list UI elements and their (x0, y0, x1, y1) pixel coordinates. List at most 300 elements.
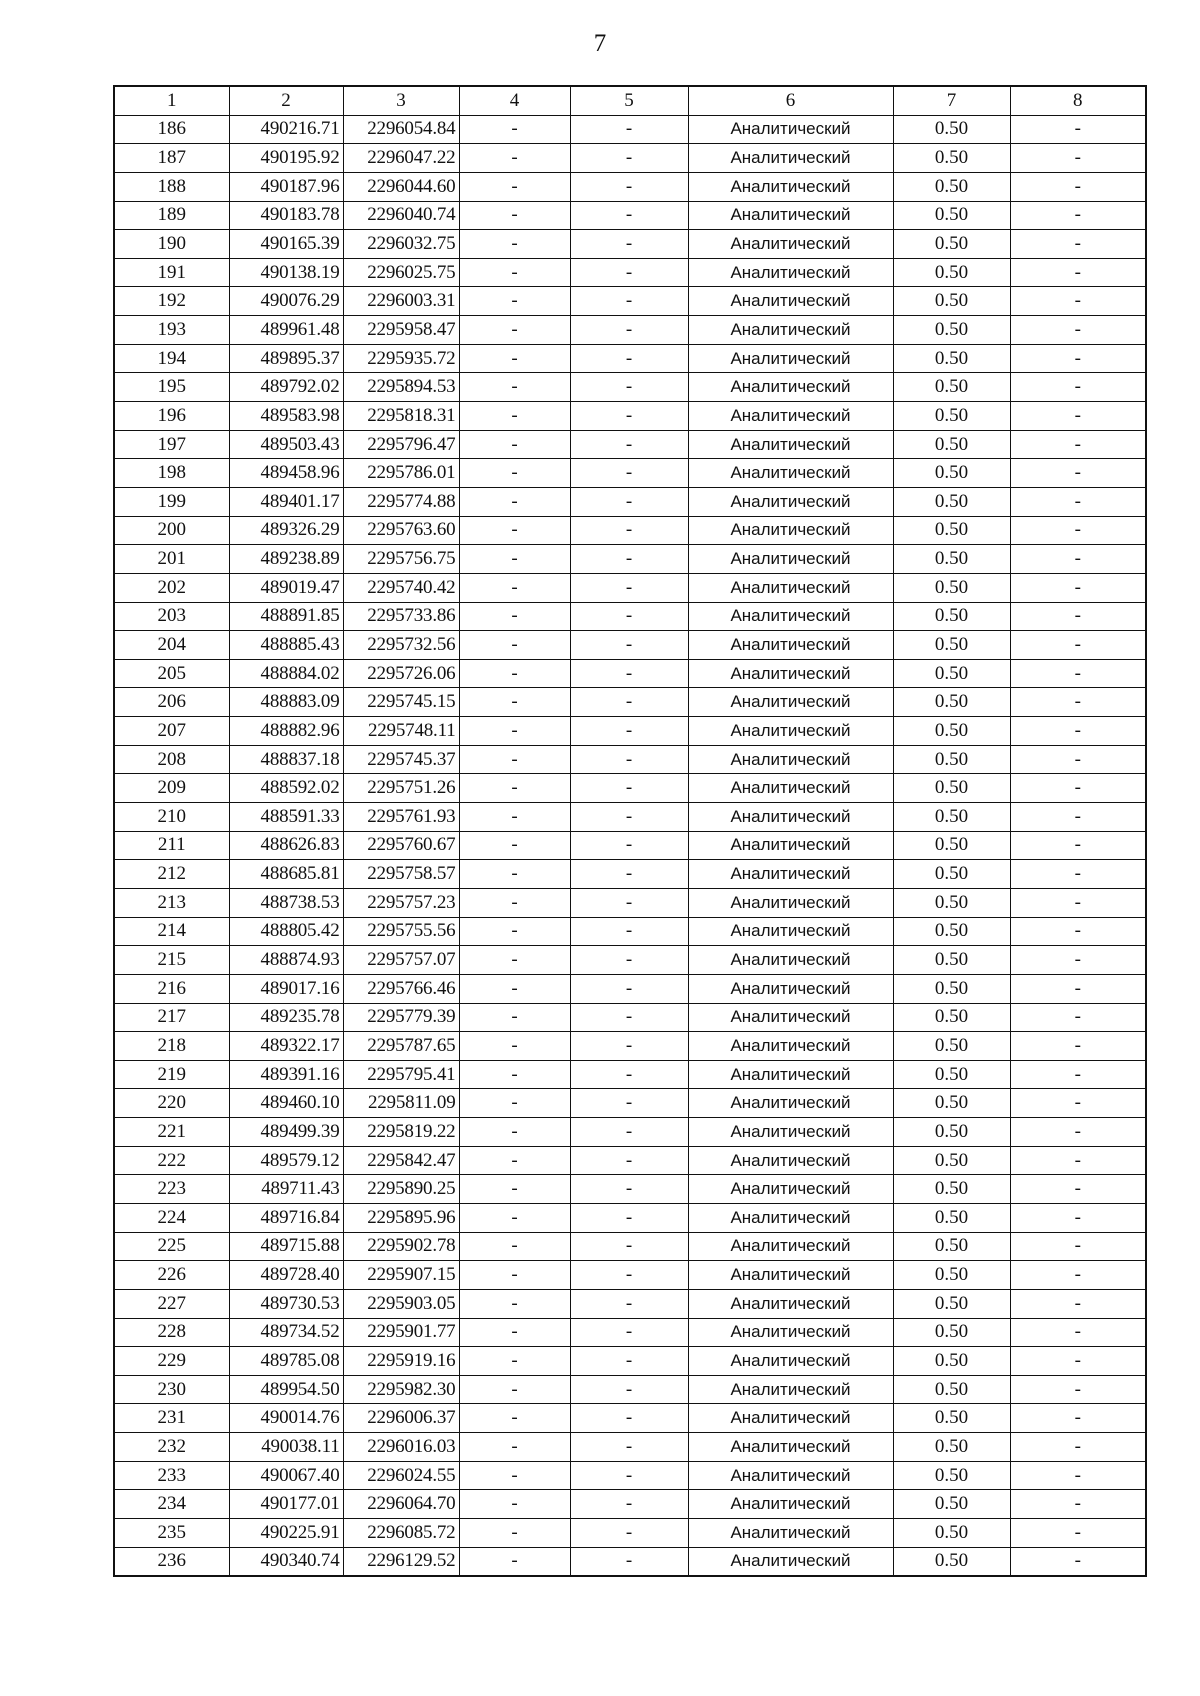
point-number-cell: 221 (114, 1118, 229, 1147)
table-row (114, 688, 1146, 717)
table-row (114, 745, 1146, 774)
accuracy-cell: 0.50 (893, 573, 1010, 602)
coordinate-x-cell: 488885.43 (229, 631, 343, 660)
point-number-cell: 215 (114, 946, 229, 975)
point-number-cell: 226 (114, 1261, 229, 1290)
accuracy-cell: 0.50 (893, 487, 1010, 516)
method-cell: Аналитический (688, 516, 893, 545)
table-row (114, 631, 1146, 660)
coordinate-x-cell: 489019.47 (229, 573, 343, 602)
coordinate-y-cell: 2296129.52 (343, 1547, 459, 1576)
method-cell: Аналитический (688, 402, 893, 431)
cell-8-cell: - (1010, 373, 1146, 402)
coordinate-x-cell: 489238.89 (229, 545, 343, 574)
cell-4-cell: - (459, 1060, 570, 1089)
accuracy-cell: 0.50 (893, 430, 1010, 459)
cell-8-cell: - (1010, 144, 1146, 173)
point-number-cell: 233 (114, 1461, 229, 1490)
accuracy-cell: 0.50 (893, 402, 1010, 431)
table-row (114, 717, 1146, 746)
cell-4-cell: - (459, 946, 570, 975)
point-number-cell: 189 (114, 201, 229, 230)
cell-4-cell: - (459, 287, 570, 316)
coordinate-y-cell: 2295819.22 (343, 1118, 459, 1147)
accuracy-cell: 0.50 (893, 115, 1010, 144)
point-number-cell: 222 (114, 1146, 229, 1175)
table-row (114, 144, 1146, 173)
coordinate-x-cell: 489235.78 (229, 1003, 343, 1032)
cell-4-cell: - (459, 1318, 570, 1347)
cell-8-cell: - (1010, 316, 1146, 345)
table-row (114, 201, 1146, 230)
method-cell: Аналитический (688, 1203, 893, 1232)
cell-4-cell: - (459, 888, 570, 917)
column-header-2: 2 (229, 86, 343, 115)
column-header-5: 5 (570, 86, 688, 115)
cell-4-cell: - (459, 1032, 570, 1061)
method-cell: Аналитический (688, 344, 893, 373)
table-row (114, 1003, 1146, 1032)
cell-5-cell: - (570, 1519, 688, 1548)
accuracy-cell: 0.50 (893, 602, 1010, 631)
cell-8-cell: - (1010, 459, 1146, 488)
method-cell: Аналитический (688, 1289, 893, 1318)
accuracy-cell: 0.50 (893, 258, 1010, 287)
point-number-cell: 190 (114, 230, 229, 259)
accuracy-cell: 0.50 (893, 1146, 1010, 1175)
coordinate-y-cell: 2295733.86 (343, 602, 459, 631)
cell-4-cell: - (459, 1547, 570, 1576)
method-cell: Аналитический (688, 631, 893, 660)
cell-8-cell: - (1010, 831, 1146, 860)
coordinate-x-cell: 488891.85 (229, 602, 343, 631)
cell-5-cell: - (570, 717, 688, 746)
point-number-cell: 213 (114, 888, 229, 917)
accuracy-cell: 0.50 (893, 230, 1010, 259)
coordinate-y-cell: 2295751.26 (343, 774, 459, 803)
point-number-cell: 223 (114, 1175, 229, 1204)
coordinate-y-cell: 2295757.23 (343, 888, 459, 917)
accuracy-cell: 0.50 (893, 373, 1010, 402)
coordinate-x-cell: 489792.02 (229, 373, 343, 402)
cell-5-cell: - (570, 115, 688, 144)
cell-5-cell: - (570, 344, 688, 373)
point-number-cell: 236 (114, 1547, 229, 1576)
method-cell: Аналитический (688, 172, 893, 201)
cell-5-cell: - (570, 974, 688, 1003)
table-row (114, 1032, 1146, 1061)
cell-5-cell: - (570, 1146, 688, 1175)
cell-8-cell: - (1010, 344, 1146, 373)
table-row (114, 659, 1146, 688)
cell-8-cell: - (1010, 402, 1146, 431)
method-cell: Аналитический (688, 287, 893, 316)
cell-4-cell: - (459, 1519, 570, 1548)
table-row (114, 1089, 1146, 1118)
cell-4-cell: - (459, 573, 570, 602)
coordinate-y-cell: 2295818.31 (343, 402, 459, 431)
coordinate-y-cell: 2295757.07 (343, 946, 459, 975)
coordinate-y-cell: 2296003.31 (343, 287, 459, 316)
cell-4-cell: - (459, 1347, 570, 1376)
cell-8-cell: - (1010, 1003, 1146, 1032)
cell-4-cell: - (459, 144, 570, 173)
coordinate-x-cell: 488805.42 (229, 917, 343, 946)
cell-4-cell: - (459, 1433, 570, 1462)
point-number-cell: 198 (114, 459, 229, 488)
accuracy-cell: 0.50 (893, 1289, 1010, 1318)
method-cell: Аналитический (688, 602, 893, 631)
coordinate-x-cell: 488837.18 (229, 745, 343, 774)
coordinate-x-cell: 488685.81 (229, 860, 343, 889)
cell-8-cell: - (1010, 602, 1146, 631)
coordinate-y-cell: 2295740.42 (343, 573, 459, 602)
cell-8-cell: - (1010, 287, 1146, 316)
coordinate-y-cell: 2295756.75 (343, 545, 459, 574)
method-cell: Аналитический (688, 258, 893, 287)
coordinate-x-cell: 490014.76 (229, 1404, 343, 1433)
cell-5-cell: - (570, 1347, 688, 1376)
point-number-cell: 225 (114, 1232, 229, 1261)
point-number-cell: 206 (114, 688, 229, 717)
cell-4-cell: - (459, 1118, 570, 1147)
point-number-cell: 188 (114, 172, 229, 201)
cell-5-cell: - (570, 459, 688, 488)
table-row (114, 1404, 1146, 1433)
cell-5-cell: - (570, 946, 688, 975)
cell-5-cell: - (570, 1203, 688, 1232)
table-header-row (114, 86, 1146, 115)
method-cell: Аналитический (688, 230, 893, 259)
cell-8-cell: - (1010, 1433, 1146, 1462)
coordinate-x-cell: 490076.29 (229, 287, 343, 316)
point-number-cell: 191 (114, 258, 229, 287)
cell-5-cell: - (570, 172, 688, 201)
cell-5-cell: - (570, 1232, 688, 1261)
accuracy-cell: 0.50 (893, 1318, 1010, 1347)
accuracy-cell: 0.50 (893, 1375, 1010, 1404)
method-cell: Аналитический (688, 1347, 893, 1376)
cell-4-cell: - (459, 258, 570, 287)
coordinate-x-cell: 488882.96 (229, 717, 343, 746)
method-cell: Аналитический (688, 1118, 893, 1147)
coordinate-y-cell: 2295901.77 (343, 1318, 459, 1347)
cell-8-cell: - (1010, 1060, 1146, 1089)
column-header-1: 1 (114, 86, 229, 115)
coordinate-y-cell: 2296016.03 (343, 1433, 459, 1462)
accuracy-cell: 0.50 (893, 1232, 1010, 1261)
column-header-6: 6 (688, 86, 893, 115)
point-number-cell: 209 (114, 774, 229, 803)
coordinate-y-cell: 2295919.16 (343, 1347, 459, 1376)
table-row (114, 287, 1146, 316)
coordinate-x-cell: 490177.01 (229, 1490, 343, 1519)
cell-5-cell: - (570, 631, 688, 660)
column-header-4: 4 (459, 86, 570, 115)
cell-8-cell: - (1010, 1318, 1146, 1347)
coordinate-y-cell: 2295907.15 (343, 1261, 459, 1290)
accuracy-cell: 0.50 (893, 287, 1010, 316)
table-row (114, 430, 1146, 459)
cell-4-cell: - (459, 402, 570, 431)
cell-8-cell: - (1010, 545, 1146, 574)
method-cell: Аналитический (688, 946, 893, 975)
method-cell: Аналитический (688, 1060, 893, 1089)
method-cell: Аналитический (688, 459, 893, 488)
cell-4-cell: - (459, 803, 570, 832)
coordinate-y-cell: 2295760.67 (343, 831, 459, 860)
cell-5-cell: - (570, 487, 688, 516)
coordinate-x-cell: 490165.39 (229, 230, 343, 259)
point-number-cell: 202 (114, 573, 229, 602)
accuracy-cell: 0.50 (893, 1347, 1010, 1376)
cell-4-cell: - (459, 1261, 570, 1290)
coordinate-x-cell: 489961.48 (229, 316, 343, 345)
point-number-cell: 194 (114, 344, 229, 373)
coordinate-y-cell: 2295758.57 (343, 860, 459, 889)
point-number-cell: 195 (114, 373, 229, 402)
cell-5-cell: - (570, 258, 688, 287)
method-cell: Аналитический (688, 1003, 893, 1032)
cell-4-cell: - (459, 602, 570, 631)
point-number-cell: 228 (114, 1318, 229, 1347)
method-cell: Аналитический (688, 659, 893, 688)
method-cell: Аналитический (688, 831, 893, 860)
cell-8-cell: - (1010, 201, 1146, 230)
method-cell: Аналитический (688, 1490, 893, 1519)
method-cell: Аналитический (688, 1547, 893, 1576)
cell-4-cell: - (459, 1232, 570, 1261)
cell-8-cell: - (1010, 717, 1146, 746)
coordinate-x-cell: 489460.10 (229, 1089, 343, 1118)
coordinate-y-cell: 2296032.75 (343, 230, 459, 259)
coordinate-y-cell: 2296054.84 (343, 115, 459, 144)
cell-4-cell: - (459, 1003, 570, 1032)
accuracy-cell: 0.50 (893, 717, 1010, 746)
cell-5-cell: - (570, 917, 688, 946)
point-number-cell: 203 (114, 602, 229, 631)
method-cell: Аналитический (688, 774, 893, 803)
point-number-cell: 211 (114, 831, 229, 860)
accuracy-cell: 0.50 (893, 1547, 1010, 1576)
point-number-cell: 210 (114, 803, 229, 832)
method-cell: Аналитический (688, 545, 893, 574)
cell-4-cell: - (459, 659, 570, 688)
coordinate-y-cell: 2295903.05 (343, 1289, 459, 1318)
accuracy-cell: 0.50 (893, 545, 1010, 574)
accuracy-cell: 0.50 (893, 1519, 1010, 1548)
cell-5-cell: - (570, 1003, 688, 1032)
coordinate-y-cell: 2295795.41 (343, 1060, 459, 1089)
cell-4-cell: - (459, 1175, 570, 1204)
coordinate-y-cell: 2295774.88 (343, 487, 459, 516)
coordinate-x-cell: 489785.08 (229, 1347, 343, 1376)
point-number-cell: 187 (114, 144, 229, 173)
method-cell: Аналитический (688, 688, 893, 717)
table-row (114, 1146, 1146, 1175)
table-row (114, 1261, 1146, 1290)
table-row (114, 373, 1146, 402)
coordinate-y-cell: 2296064.70 (343, 1490, 459, 1519)
point-number-cell: 212 (114, 860, 229, 889)
coordinate-x-cell: 490183.78 (229, 201, 343, 230)
table-row (114, 946, 1146, 975)
column-header-7: 7 (893, 86, 1010, 115)
coordinate-x-cell: 490225.91 (229, 1519, 343, 1548)
table-row (114, 344, 1146, 373)
coordinate-y-cell: 2295755.56 (343, 917, 459, 946)
cell-8-cell: - (1010, 688, 1146, 717)
table-row (114, 1203, 1146, 1232)
method-cell: Аналитический (688, 1318, 893, 1347)
cell-5-cell: - (570, 888, 688, 917)
coordinate-x-cell: 489730.53 (229, 1289, 343, 1318)
coordinate-x-cell: 488884.02 (229, 659, 343, 688)
coordinate-x-cell: 489734.52 (229, 1318, 343, 1347)
coordinate-x-cell: 488883.09 (229, 688, 343, 717)
cell-8-cell: - (1010, 1490, 1146, 1519)
coordinate-y-cell: 2295745.15 (343, 688, 459, 717)
cell-4-cell: - (459, 631, 570, 660)
cell-4-cell: - (459, 1461, 570, 1490)
point-number-cell: 201 (114, 545, 229, 574)
coordinate-x-cell: 489711.43 (229, 1175, 343, 1204)
method-cell: Аналитический (688, 144, 893, 173)
cell-4-cell: - (459, 545, 570, 574)
cell-4-cell: - (459, 344, 570, 373)
cell-5-cell: - (570, 803, 688, 832)
table-row (114, 774, 1146, 803)
cell-8-cell: - (1010, 860, 1146, 889)
point-number-cell: 200 (114, 516, 229, 545)
cell-4-cell: - (459, 917, 570, 946)
method-cell: Аналитический (688, 316, 893, 345)
cell-8-cell: - (1010, 487, 1146, 516)
accuracy-cell: 0.50 (893, 1003, 1010, 1032)
cell-5-cell: - (570, 1175, 688, 1204)
method-cell: Аналитический (688, 1375, 893, 1404)
cell-8-cell: - (1010, 1261, 1146, 1290)
accuracy-cell: 0.50 (893, 860, 1010, 889)
table-row (114, 316, 1146, 345)
cell-8-cell: - (1010, 573, 1146, 602)
table-row (114, 1375, 1146, 1404)
column-header-3: 3 (343, 86, 459, 115)
point-number-cell: 234 (114, 1490, 229, 1519)
method-cell: Аналитический (688, 115, 893, 144)
cell-8-cell: - (1010, 917, 1146, 946)
cell-4-cell: - (459, 1404, 570, 1433)
accuracy-cell: 0.50 (893, 1175, 1010, 1204)
accuracy-cell: 0.50 (893, 745, 1010, 774)
cell-4-cell: - (459, 860, 570, 889)
coordinate-y-cell: 2295796.47 (343, 430, 459, 459)
cell-5-cell: - (570, 1461, 688, 1490)
column-header-8: 8 (1010, 86, 1146, 115)
table-body (114, 115, 1146, 1576)
accuracy-cell: 0.50 (893, 774, 1010, 803)
cell-4-cell: - (459, 430, 570, 459)
cell-5-cell: - (570, 1404, 688, 1433)
coordinate-x-cell: 488738.53 (229, 888, 343, 917)
coordinate-x-cell: 488874.93 (229, 946, 343, 975)
coordinate-x-cell: 489716.84 (229, 1203, 343, 1232)
coordinate-x-cell: 489326.29 (229, 516, 343, 545)
point-number-cell: 224 (114, 1203, 229, 1232)
table-row (114, 1347, 1146, 1376)
coordinate-x-cell: 489458.96 (229, 459, 343, 488)
cell-8-cell: - (1010, 888, 1146, 917)
table-row (114, 258, 1146, 287)
coordinate-y-cell: 2295935.72 (343, 344, 459, 373)
point-number-cell: 235 (114, 1519, 229, 1548)
method-cell: Аналитический (688, 974, 893, 1003)
cell-8-cell: - (1010, 974, 1146, 1003)
cell-8-cell: - (1010, 1461, 1146, 1490)
table-row (114, 860, 1146, 889)
accuracy-cell: 0.50 (893, 1089, 1010, 1118)
cell-8-cell: - (1010, 745, 1146, 774)
method-cell: Аналитический (688, 573, 893, 602)
accuracy-cell: 0.50 (893, 516, 1010, 545)
point-number-cell: 220 (114, 1089, 229, 1118)
method-cell: Аналитический (688, 373, 893, 402)
table-row (114, 459, 1146, 488)
method-cell: Аналитический (688, 1404, 893, 1433)
coordinate-x-cell: 489954.50 (229, 1375, 343, 1404)
cell-8-cell: - (1010, 172, 1146, 201)
table-row (114, 1519, 1146, 1548)
cell-4-cell: - (459, 1490, 570, 1519)
cell-5-cell: - (570, 402, 688, 431)
table-row (114, 974, 1146, 1003)
cell-5-cell: - (570, 201, 688, 230)
cell-5-cell: - (570, 1433, 688, 1462)
accuracy-cell: 0.50 (893, 946, 1010, 975)
cell-5-cell: - (570, 1490, 688, 1519)
accuracy-cell: 0.50 (893, 201, 1010, 230)
coordinate-y-cell: 2295786.01 (343, 459, 459, 488)
coordinate-y-cell: 2295842.47 (343, 1146, 459, 1175)
accuracy-cell: 0.50 (893, 831, 1010, 860)
coordinate-y-cell: 2296044.60 (343, 172, 459, 201)
cell-5-cell: - (570, 860, 688, 889)
point-number-cell: 208 (114, 745, 229, 774)
accuracy-cell: 0.50 (893, 888, 1010, 917)
cell-8-cell: - (1010, 1375, 1146, 1404)
cell-5-cell: - (570, 1318, 688, 1347)
method-cell: Аналитический (688, 717, 893, 746)
accuracy-cell: 0.50 (893, 659, 1010, 688)
cell-4-cell: - (459, 717, 570, 746)
table-row (114, 1490, 1146, 1519)
coordinate-y-cell: 2295748.11 (343, 717, 459, 746)
cell-8-cell: - (1010, 659, 1146, 688)
point-number-cell: 232 (114, 1433, 229, 1462)
point-number-cell: 193 (114, 316, 229, 345)
coordinate-x-cell: 488591.33 (229, 803, 343, 832)
method-cell: Аналитический (688, 1261, 893, 1290)
accuracy-cell: 0.50 (893, 974, 1010, 1003)
coordinates-table (113, 85, 1147, 1577)
table-row (114, 402, 1146, 431)
point-number-cell: 205 (114, 659, 229, 688)
method-cell: Аналитический (688, 745, 893, 774)
cell-8-cell: - (1010, 946, 1146, 975)
coordinate-x-cell: 489715.88 (229, 1232, 343, 1261)
table-row (114, 917, 1146, 946)
coordinate-y-cell: 2296024.55 (343, 1461, 459, 1490)
